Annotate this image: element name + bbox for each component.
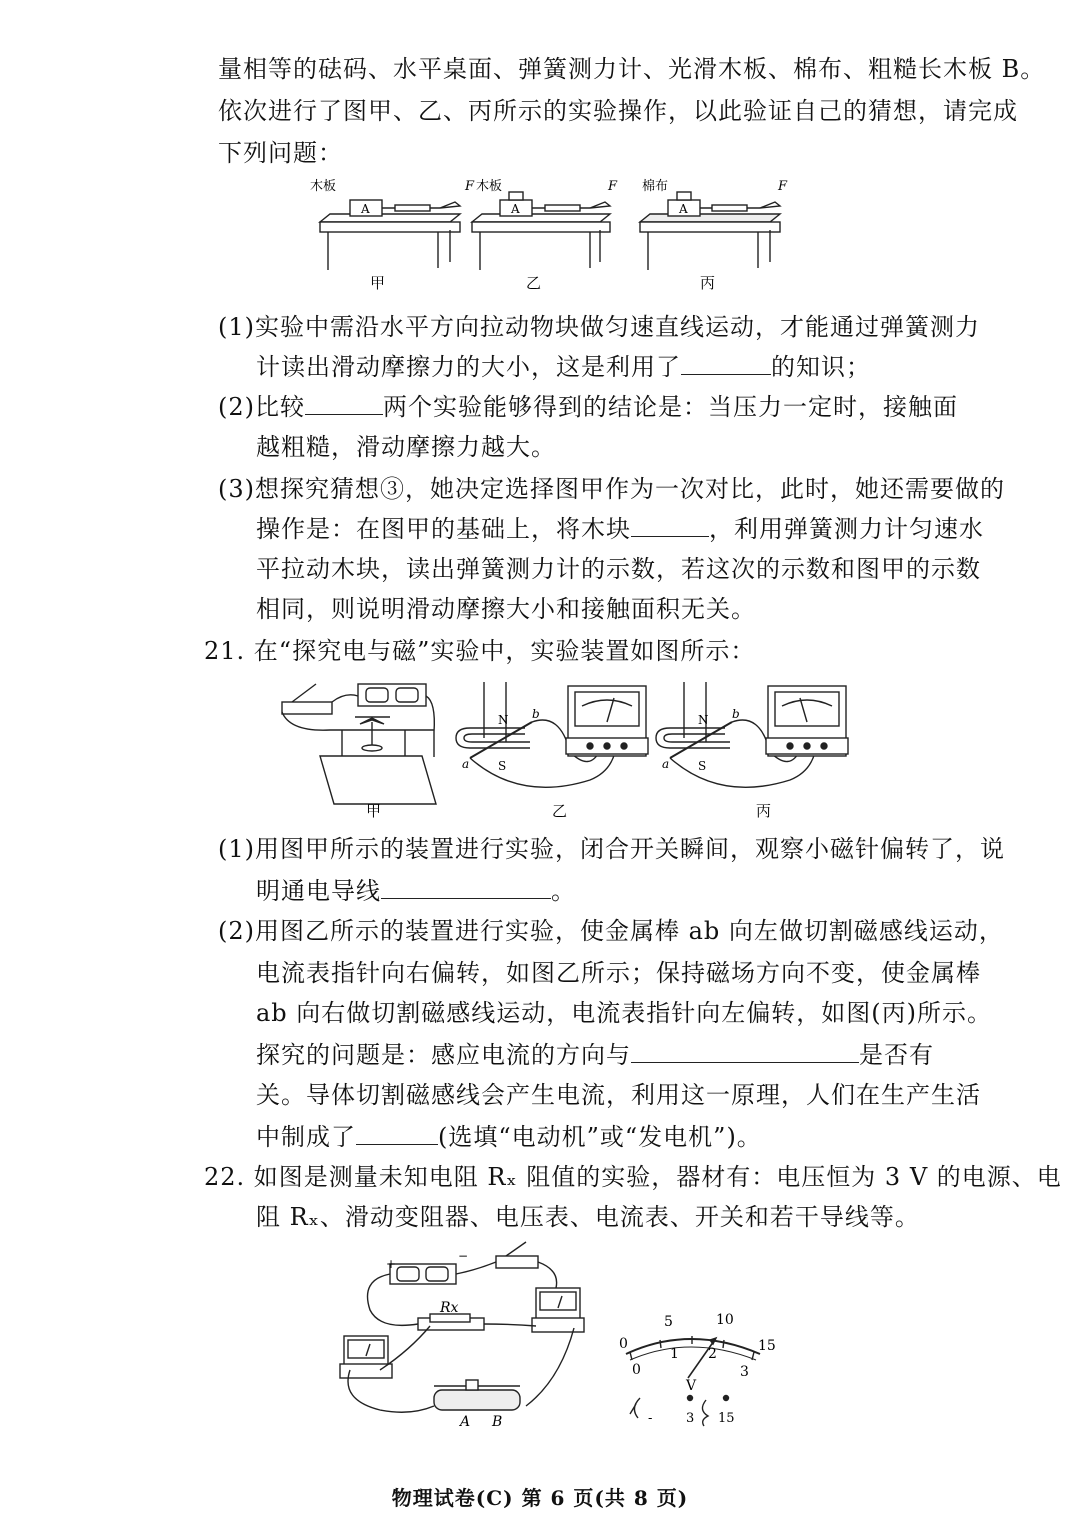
friction-experiment-figure bbox=[300, 172, 810, 302]
scale-top-10: 10 bbox=[716, 1312, 734, 1328]
dial-unit: V bbox=[686, 1378, 697, 1394]
q21-p1-pre: 明通电导线 bbox=[256, 877, 381, 905]
label-wood-b: 木板 bbox=[476, 179, 503, 194]
q20-p2-post: 两个实验能够得到的结论是：当压力一定时，接触面 bbox=[383, 393, 958, 421]
block-a-1: A bbox=[361, 202, 370, 216]
q20-blank-3[interactable] bbox=[631, 512, 709, 537]
q20-p1-line2 bbox=[256, 350, 871, 384]
q21-blank-3[interactable] bbox=[356, 1120, 438, 1145]
svg-text:b: b bbox=[732, 707, 740, 721]
q20-p2-pre: (2)比较 bbox=[218, 393, 305, 421]
q21-p2-line2: 电流表指针向右偏转，如图乙所示；保持磁场方向不变，使金属棒 bbox=[256, 959, 981, 987]
q21-caption-bing: 丙 bbox=[756, 802, 772, 820]
caption-yi: 乙 bbox=[526, 274, 542, 292]
q20-blank-1[interactable] bbox=[681, 350, 771, 375]
scale-bottom-0: 0 bbox=[632, 1362, 641, 1378]
q21-p2f-pre: 中制成了 bbox=[256, 1123, 356, 1151]
resistance-circuit-figure bbox=[330, 1240, 790, 1440]
q21-caption-jia: 甲 bbox=[366, 802, 382, 820]
terminal-15: 15 bbox=[718, 1411, 735, 1426]
q21-p2-line6 bbox=[256, 1120, 762, 1154]
caption-jia: 甲 bbox=[370, 274, 386, 292]
svg-text:N: N bbox=[698, 713, 709, 727]
q20-p3-line3: 平拉动木块，读出弹簧测力计的示数，若这次的示数和图甲的示数 bbox=[256, 555, 981, 583]
scale-bottom-2: 2 bbox=[708, 1346, 717, 1362]
q22-line1: 22. 如图是测量未知电阻 Rₓ 阻值的实验，器材有：电压恒为 3 V 的电源、电 bbox=[204, 1163, 1062, 1191]
q21-p2-line3: ab 向右做切割磁感线运动，电流表指针向左偏转，如图(丙)所示。 bbox=[256, 999, 993, 1027]
block-a-2: A bbox=[511, 202, 520, 216]
q21-caption-yi: 乙 bbox=[552, 802, 568, 820]
svg-text:N: N bbox=[498, 713, 509, 727]
label-rx: Rx bbox=[440, 1300, 459, 1316]
label-b: B bbox=[492, 1414, 503, 1430]
q21-p1-post: 。 bbox=[551, 877, 576, 905]
label-F-2: F bbox=[608, 179, 618, 194]
q21-p2-line1: (2)用图乙所示的装置进行实验，使金属棒 ab 向左做切割磁感线运动， bbox=[218, 917, 1004, 945]
block-a-3: A bbox=[679, 202, 688, 216]
svg-text:+: + bbox=[386, 1257, 397, 1271]
intro-line-1: 量相等的砝码、水平桌面、弹簧测力计、光滑木板、棉布、粗糙长木板 B。 bbox=[218, 55, 1046, 83]
label-a: A bbox=[460, 1414, 471, 1430]
svg-text:S: S bbox=[498, 759, 507, 773]
q21-p2-pre: 探究的问题是：感应电流的方向与 bbox=[256, 1041, 631, 1069]
scale-top-5: 5 bbox=[664, 1314, 673, 1330]
terminal-3: 3 bbox=[686, 1411, 695, 1426]
svg-text:a: a bbox=[662, 757, 670, 771]
label-F-3: F bbox=[778, 179, 788, 194]
label-F-1: F bbox=[465, 179, 475, 194]
q21-p1-line2 bbox=[256, 874, 576, 908]
q20-p2-line1 bbox=[218, 390, 958, 424]
q22-line2: 阻 Rₓ、滑动变阻器、电压表、电流表、开关和若干导线等。 bbox=[256, 1203, 920, 1231]
q20-p1-line1: (1)实验中需沿水平方向拉动物块做匀速直线运动，才能通过弹簧测力 bbox=[218, 313, 980, 341]
q20-p3-line2 bbox=[256, 512, 984, 546]
q20-p2-line2: 越粗糙，滑动摩擦力越大。 bbox=[256, 433, 556, 461]
q21-p1-line1: (1)用图甲所示的装置进行实验，闭合开关瞬间，观察小磁针偏转了，说 bbox=[218, 835, 1005, 863]
intro-line-2: 依次进行了图甲、乙、丙所示的实验操作，以此验证自己的猜想，请完成 bbox=[218, 97, 1018, 125]
q21-p2-post: 是否有 bbox=[859, 1041, 934, 1069]
svg-text:S: S bbox=[698, 759, 707, 773]
label-wood-a: 木板 bbox=[310, 179, 337, 194]
q20-p3-line1: (3)想探究猜想③，她决定选择图甲作为一次对比，此时，她还需要做的 bbox=[218, 475, 1005, 503]
scale-bottom-1: 1 bbox=[670, 1346, 679, 1362]
svg-text:b: b bbox=[532, 707, 540, 721]
caption-bing: 丙 bbox=[700, 274, 716, 292]
scale-bottom-3: 3 bbox=[740, 1364, 749, 1380]
q21-p2-line4 bbox=[256, 1038, 934, 1072]
q20-p3-pre: 操作是：在图甲的基础上，将木块 bbox=[256, 515, 631, 543]
q20-p1-post: 的知识； bbox=[771, 353, 871, 381]
page-footer: 物理试卷(C) 第 6 页(共 8 页) bbox=[391, 1486, 689, 1510]
q20-p3-line4: 相同，则说明滑动摩擦大小和接触面积无关。 bbox=[256, 595, 756, 623]
scale-top-0: 0 bbox=[619, 1336, 628, 1352]
q20-p3-post: ，利用弹簧测力计匀速水 bbox=[709, 515, 984, 543]
electromagnetism-figure bbox=[270, 672, 850, 824]
intro-line-3: 下列问题： bbox=[218, 139, 343, 167]
q21-blank-1[interactable] bbox=[381, 874, 551, 899]
label-cloth: 棉布 bbox=[642, 179, 669, 194]
svg-text:a: a bbox=[462, 757, 470, 771]
terminal-minus: - bbox=[648, 1411, 653, 1426]
q21-title: 21. 在“探究电与磁”实验中，实验装置如图所示： bbox=[204, 637, 756, 665]
q21-p2-line5: 关。导体切割磁感线会产生电流，利用这一原理，人们在生产生活 bbox=[256, 1081, 981, 1109]
scale-top-15: 15 bbox=[758, 1338, 776, 1354]
svg-text:−: − bbox=[458, 1249, 469, 1263]
q21-blank-2[interactable] bbox=[631, 1038, 859, 1063]
q21-p2f-post: (选填“电动机”或“发电机”)。 bbox=[438, 1123, 762, 1151]
q20-p1-pre: 计读出滑动摩擦力的大小，这是利用了 bbox=[256, 353, 681, 381]
q20-blank-2[interactable] bbox=[305, 390, 383, 415]
